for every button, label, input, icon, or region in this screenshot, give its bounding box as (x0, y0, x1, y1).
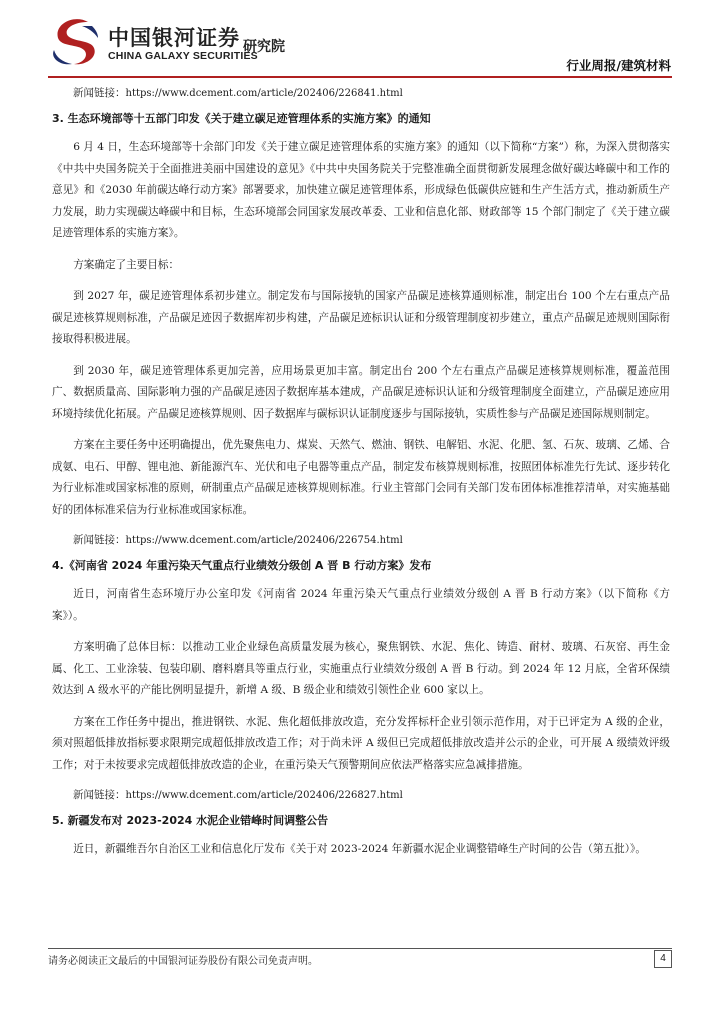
report-type-label: 行业周报/建筑材料 (566, 58, 671, 73)
institute-label: 研究院 (243, 39, 285, 55)
section-3-paragraph-1: 6 月 4 日，生态环境部等十余部门印发《关于建立碳足迹管理体系的实施方案》的通知（以下简称“方案”）称，为深入贯彻落实《中共中央国务院关于全面推进美丽中国建设的意见》《中共中央国务院关于完整准确全面贯彻新发展理念做好碳达峰碳中和工作的意见》和《2030 年前碳达峰行动方案》部署要求，加快建立碳足迹管理体系，形成绿色低碳供应链和生产生活方式，推动新质生产力发展，助力实现碳达峰碳中和目标，生态环境部会同国家发展改革委、工业和信息化部、财政部等 15 个部门制定了《关于建立碳足迹管理体系的实施方案》。 (52, 141, 670, 239)
section-title-4: 4.《河南省 2024 年重污染天气重点行业绩效分级创 A 晋 B 行动方案》发布 (52, 559, 432, 572)
galaxy-logo-icon (48, 16, 102, 66)
news-link-url[interactable]: https://www.dcement.com/article/202406/226754.html (125, 535, 403, 546)
section-title-5: 5. 新疆发布对 2023-2024 水泥企业错峰时间调整公告 (52, 814, 329, 827)
news-link-url[interactable]: https://www.dcement.com/article/202406/226841.html (125, 88, 403, 99)
document-body (52, 84, 670, 867)
section-4-paragraph-1: 近日，河南省生态环境厅办公室印发《河南省 2024 年重污染天气重点行业绩效分级创 A 晋 B 行动方案》（以下简称《方案》）。 (52, 588, 670, 622)
news-link-url[interactable]: https://www.dcement.com/article/202406/226827.html (125, 790, 403, 801)
brand-name-cn: 中国银河证券 (108, 26, 240, 50)
page-number: 4 (654, 950, 672, 968)
news-link-label: 新闻链接： (73, 534, 126, 546)
news-link-section-4 (52, 786, 670, 805)
footer-divider (48, 948, 672, 949)
section-title-3: 3. 生态环境部等十五部门印发《关于建立碳足迹管理体系的实施方案》的通知 (52, 112, 431, 125)
news-link-label: 新闻链接： (73, 789, 126, 801)
section-3-paragraph-5: 方案在主要任务中还明确提出，优先聚焦电力、煤炭、天然气、燃油、钢铁、电解铝、水泥、化肥、氢、石灰、玻璃、乙烯、合成氨、电石、甲醇、锂电池、新能源汽车、光伏和电子电器等重点产品，制定发布核算规则标准，按照团体标准先行先试、逐步转化为行业标准或国家标准的原则，研制重点产品碳足迹核算规则标准。行业主管部门会同有关部门发布团体标准推荐清单，对实施基础好的团体标准采信为行业标准或国家标准。 (52, 439, 670, 516)
news-link-label: 新闻链接： (73, 87, 126, 99)
section-4-paragraph-3: 方案在工作任务中提出，推进钢铁、水泥、焦化超低排放改造，充分发挥标杆企业引领示范作用，对于已评定为 A 级的企业，须对照超低排放指标要求限期完成超低排放改造工作；对于尚未评 A 级但已完成超低排放改造并公示的企业，可开展 A 级绩效评级工作；对于未按要求完成超低排放改造的企业，在重污染天气预警期间应依法严格落实应急减排措施。 (52, 715, 670, 771)
section-5-paragraph-1: 近日，新疆维吾尔自治区工业和信息化厅发布《关于对 2023-2024 年新疆水泥企业调整错峰生产时间的公告（第五批）》。 (73, 843, 646, 855)
section-3-paragraph-3: 到 2027 年，碳足迹管理体系初步建立。制定发布与国际接轨的国家产品碳足迹核算通则标准，制定出台 100 个左右重点产品碳足迹核算规则标准，产品碳足迹因子数据库初步构建，产品碳足迹标识认证和分级管理制度初步建立，重点产品碳足迹规则国际衔接取得积极进展。 (52, 290, 670, 345)
section-3-paragraph-4: 到 2030 年，碳足迹管理体系更加完善，应用场景更加丰富。制定出台 200 个左右重点产品碳足迹核算规则标准，覆盖范围广、数据质量高、国际影响力强的产品碳足迹因子数据库基本建成，产品碳足迹标识认证和分级管理制度全面建立，产品碳足迹应用环境持续优化拓展。产品碳足迹核算规则、因子数据库与碳标识认证制度逐步与国际接轨，实质性参与产品碳足迹国际规则制定。 (52, 364, 670, 420)
brand-name-en: CHINA GALAXY SECURITIES (108, 50, 258, 62)
section-3-paragraph-2: 方案确定了主要目标： (73, 258, 180, 271)
section-4-paragraph-2: 方案明确了总体目标：以推动工业企业绿色高质量发展为核心，聚焦钢铁、水泥、焦化、铸造、耐材、玻璃、石灰窑、再生金属、化工、工业涂装、包装印刷、磨料磨具等重点行业，实施重点行业绩效分级创 A 晋 B 行动。到 2024 年 12 月底，全省环保绩效达到 A 级水平的产能比例明显提升，新增 A 级、B 级企业和绩效引领性企业 600 家以上。 (52, 641, 670, 696)
news-link-section-3 (52, 531, 670, 550)
footer-disclaimer: 请务必阅读正文最后的中国银河证券股份有限公司免责声明。 (48, 956, 318, 967)
news-link-top (52, 84, 670, 103)
page-header (0, 0, 724, 80)
header-divider (48, 76, 672, 78)
